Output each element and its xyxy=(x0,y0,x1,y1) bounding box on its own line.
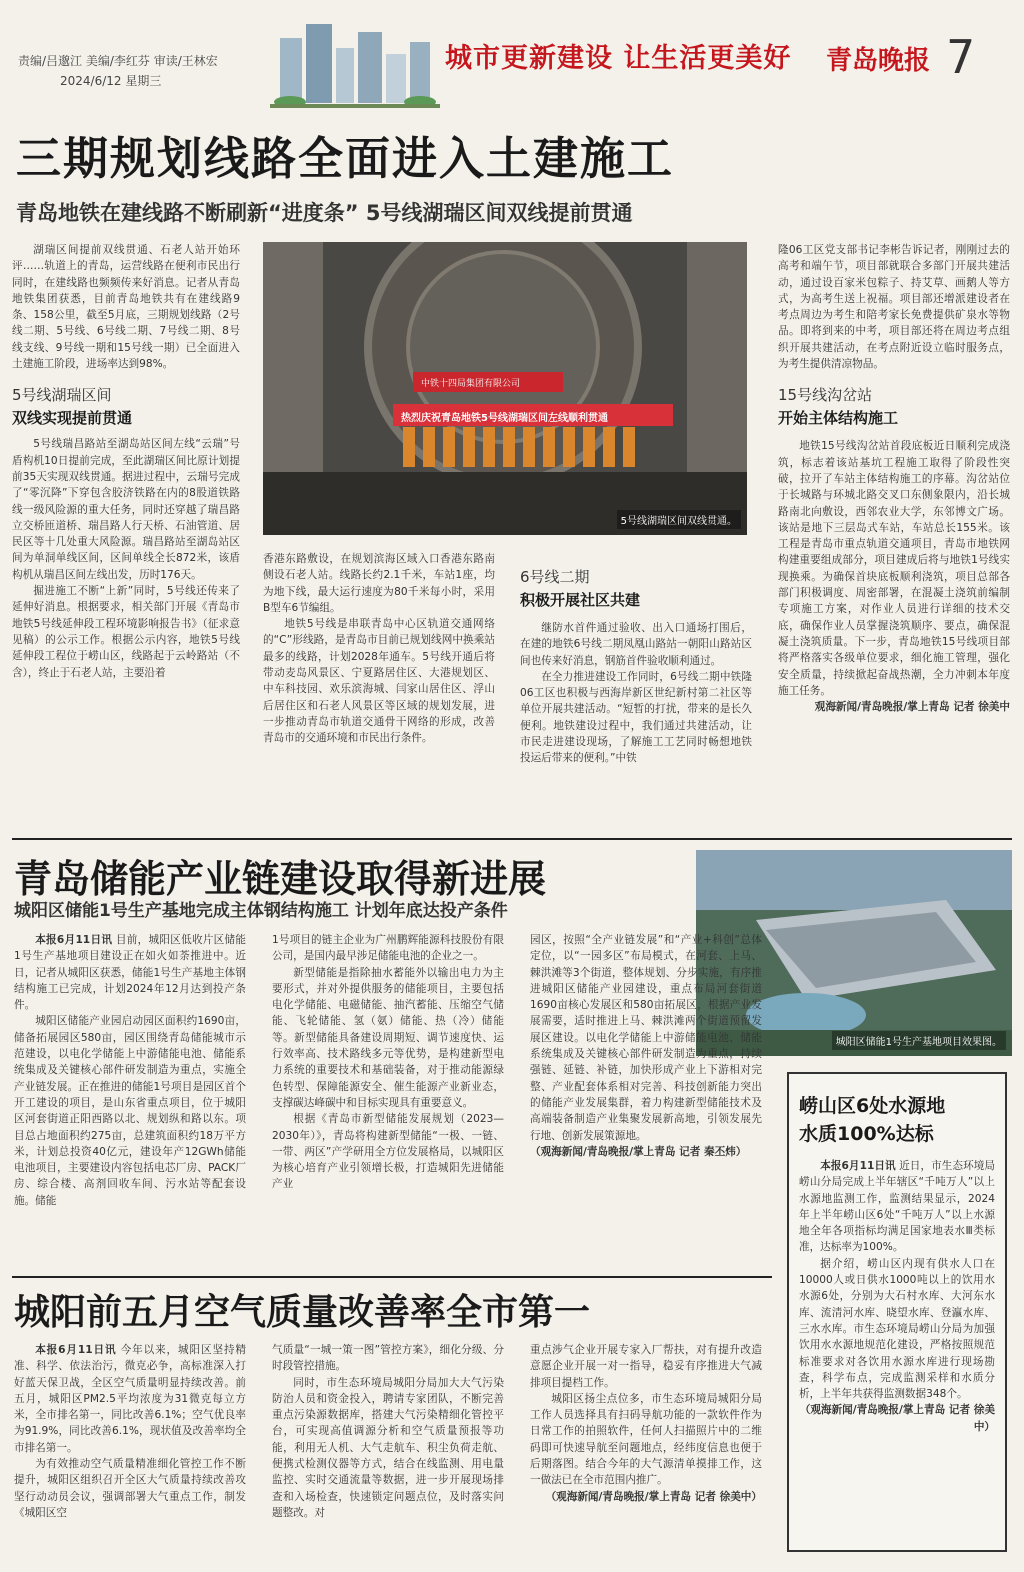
section-heading: 6号线二期 xyxy=(520,568,590,586)
byline-reporter: 记者 徐美中） xyxy=(694,1490,762,1503)
byline xyxy=(799,1402,995,1435)
article4-headline-line1: 崂山区6处水源地 xyxy=(799,1095,946,1117)
section-subheading: 双线实现提前贯通 xyxy=(12,409,133,428)
paragraph: 在全力推进建设工作同时，6号线二期中铁隆06工区也积极与西海岸新区世纪新村第二社区等单位开展共建活动。“短暂的打扰，带来的是长久便利。地铁建设过程中，我们通过共建活动，让市民走进建设现场，了解施工工艺同时畅想地铁投运后带来的便利。”中铁 xyxy=(520,670,752,765)
page-slogan: 城市更新建设 让生活更美好 xyxy=(445,43,792,74)
byline xyxy=(530,1144,762,1160)
article2-col1 xyxy=(14,932,246,1209)
byline xyxy=(778,699,1010,715)
paragraph: 气质量“一城一策一图”管控方案》，细化分级、分时段管控措施。 xyxy=(272,1344,504,1373)
photo-caption: 城阳区储能1号生产基地项目效果图。 xyxy=(832,1031,1006,1050)
paragraph: 目前，城阳区低收片区储能1号生产基地项目建设正在如火如荼推进中。近日，记者从城阳区获悉，储能1号生产基地主体钢结构施工已完成，计划2024年12月达到投产条件。 xyxy=(14,934,247,1012)
paragraph: 新型储能是指除抽水蓄能外以输出电力为主要形式，并对外提供服务的储能项目，主要包括电化学储能、电磁储能、抽汽蓄能、压缩空气储能、飞轮储能、氢（氨）储能、热（冷）储能等。新型储能具备建设周期短、调节速度快、运行效率高、技术路线多元等优势，是构建新型电力系统的重要技术和基础装备，对于推动能源绿色转型、保障能源安全、催生能源产业新业态，支撑碳达峰碳中和目标实现具有重要意义。 xyxy=(272,966,504,1109)
paragraph: 地铁15号线沟岔站首段底板近日顺利完成浇筑，标志着该站基坑工程施工取得了阶段性突破，拉开了车站主体结构施工的序幕。沟岔站位于长城路与环城北路交叉口东侧象限内，沿长城路南北向敷设，西邻农业大学，东邻博文广场。该站是地下三层岛式车站，车站总长155米。该工程是青岛市重点轨道交通项目，青岛市地铁网构建重要组成部分，项目建成后将与地铁1号线实现换乘。为确保首块底板顺利浇筑，项目总部各部门积极调度、周密部署，在混凝土浇筑前编制专项施工方案，对作业人员进行详细的技术交底，确保作业人员掌握浇筑顺序、要点，确保混凝土浇筑质量。下一步，青岛地铁15号线项目部将严格落实各级单位要求，细化施工管理，强化安全质量，持续掀起奋战热潮，全力冲刺本年度施工任务。 xyxy=(778,440,1010,697)
paragraph: 根据《青岛市新型储能发展规划（2023—2030年）》，青岛将构建新型储能“一极、一链、一带、两区”产学研用全方位发展格局，以城阳区为核心培育产业引领增长极，打造城阳先进储能产业 xyxy=(272,1113,504,1191)
byline-source: 青岛晚报/掌上青岛 xyxy=(586,1145,676,1158)
article3-col2 xyxy=(272,1342,504,1521)
paragraph: 地铁5号线是串联青岛中心区轨道交通网络的“C”形线路，是青岛市目前已规划线网中换乘站最多的线路，计划2028年通车。5号线开通后将带动麦岛风景区、宁夏路居住区、大港规划区、中车科技园、欢乐滨海城、闫家山居住区、浮山后居住区和石老人风景区等区域的规划发展，进一步推动青岛市轨道交通骨干网络的形成，改善青岛市的交通环境和市民出行条件。 xyxy=(263,618,495,745)
article1-subheadline: 青岛地铁在建线路不断刷新“进度条” 5号线湖瑞区间双线提前贯通 xyxy=(16,201,633,225)
byline-source: 观海新闻/青岛晚报/掌上青岛 xyxy=(814,701,950,714)
page-number: 7 xyxy=(946,30,976,84)
byline-source: （观海新闻/青岛晚报/ xyxy=(545,1490,649,1503)
issue-date: 2024/6/12 星期三 xyxy=(60,74,162,88)
paragraph: 重点涉气企业开展专家入厂帮扶，对有提升改造意愿企业开展一对一指导，稳妥有序推进大气减排项目提档工作。 xyxy=(530,1344,762,1389)
dateline: 本报6月11日讯 xyxy=(35,1344,117,1356)
paragraph: 5号线瑞昌路站至湖岛站区间左线“云瑞”号盾构机10日提前完成，至此湖瑞区间比原计划提前35天实现双线贯通。据进过程中，云瑞号完成了“零沉降”下穿包含胶济铁路在内的8股道铁路线一级风险源的重大任务，同时还穿越了瑞昌路立交桥匝道桥、瑞昌路人行天桥、石油管道、居民区等十几处重大风险源。瑞昌路站至湖岛站区间为单洞单线区间，区间单线全长872米，该盾构机从瑞昌区间左线出发，历时176天。 xyxy=(12,438,240,581)
section-subheading: 积极开展社区共建 xyxy=(520,591,641,609)
sidebar-box xyxy=(787,1072,1007,1552)
dateline: 本报6月11日讯 xyxy=(820,1160,896,1172)
byline-reporter: 记者 徐美中） xyxy=(948,1404,995,1433)
section-heading: 15号线沟岔站 xyxy=(778,386,873,405)
paragraph: 继防水首件通过验收、出入口通场打围后，在建的地铁6号线二期凤凰山路站一朝阳山路站区间也传来好消息，钢筋首件验收顺利通过。 xyxy=(520,622,752,667)
city-skyline-illustration xyxy=(270,18,440,108)
editor-credits: 责编/吕邈江 美编/李红芬 审读/王林宏 xyxy=(18,54,218,68)
article2-col3 xyxy=(530,932,762,1160)
section-heading: 5号线湖瑞区间 xyxy=(12,386,112,405)
paragraph: 城阳区储能产业园启动园区面积约1690亩，储备拓展园区580亩，园区围绕青岛储能城市示范建设，以电化学储能上中游储能电池、储能系统集成及关键核心部件研发制造为重点，实施全产业链发展。正在推进的储能1号项目是园区首个开工建设的项目，是山东省重点项目，位于城阳区河套街道正阳西路以北、规划纵和路以东。项目总占地面积约275亩，总建筑面积约18万平方米，计划总投资40亿元，建设年产12GWh储能电池项目，主要建设内容包括电芯厂房、PACK厂房、综合楼、高剂回收车间、污水站等配套设施。储能 xyxy=(14,1015,246,1207)
byline-source: （观海新闻/ xyxy=(530,1145,587,1158)
paragraph: 城阳区扬尘点位多，市生态环境局城阳分局工作人员选择具有扫码导航功能的一款软件作为日常工作的拍照软件，任何人扫描照片中的二维码即可快速导航至问题地点，经纬度信息也便于后期落图。结合今年的大气源清单摸排工作，这一做法已在全市范围内推广。 xyxy=(530,1392,762,1487)
paragraph: 据介绍，崂山区内现有供水人口在10000人或日供水1000吨以上的饮用水水源6处，分别为大石村水库、大河东水库、流清河水库、晓望水库、登瀛水库、三水水库。市生态环境局崂山分局为加强饮用水水源地规范化建设，严格按照规范标准要求对各饮用水源水库进行现场勘查，科学布点，完成监测采样和水质分析，上半年共获得监测数据348个。 xyxy=(799,1257,995,1401)
paragraph: 近日，市生态环境局崂山分局完成上半年辖区“千吨万人”以上水源地监测工作，监测结果显示，2024年上半年崂山区6处“千吨万人”以上水源地全年各项指标均满足国家地表水Ⅲ类标准，达标率为100%。 xyxy=(799,1160,995,1254)
photo-banner-celebration: 热烈庆祝青岛地铁5号线湖瑞区间左线顺利贯通 xyxy=(401,413,608,424)
article1-col4 xyxy=(778,242,1010,715)
byline-source: 掌上青岛 xyxy=(902,1404,946,1417)
paragraph: 隆06工区党支部书记李彬告诉记者，刚刚过去的高考和端午节，项目部就联合多部门开展共建活动，通过设百家米包粽子、持艾草、画鹅人等方式，为高考生送上祝福。项目部还增派建设者在考点周边为考生和陪考家长免费提供矿泉水等物品。即将到来的中考，项目部还将在周边考点组织开展共建活动，在考点附近设立临时服务点，为考生提供清凉物品。 xyxy=(778,244,1010,371)
byline-source: 掌上青岛 xyxy=(648,1490,692,1503)
paragraph: 同时，市生态环境局城阳分局加大大气污染防治人员和资金投入，聘请专家团队，不断完善重点污染源数据库，搭建大气污染精细化管控平台，可实现高值调源分析和空气质量预报等功能，利用无人机、大气走航车、积尘负荷走航、便携式检测仪器等方式，结合在线监测、用电量监控、实时交通流量等数据，进一步开展现场排查和入场检查，快速锁定问题点位，及时落实问题整改。对 xyxy=(272,1376,504,1519)
section-divider xyxy=(12,1276,772,1278)
byline-reporter: 记者 秦丕炜） xyxy=(679,1145,747,1158)
article3-col1 xyxy=(14,1342,246,1521)
section-divider xyxy=(12,838,1012,840)
paragraph: 为有效推动空气质量精准细化管控工作不断提升，城阳区组织召开全区大气质量持续改善攻坚行动动员会议，强调部署大气重点工作，制发《城阳区空 xyxy=(14,1458,246,1519)
article3-headline: 城阳前五月空气质量改善率全市第一 xyxy=(14,1292,591,1333)
paragraph: 今年以来，城阳区坚持精准、科学、依法治污，微克必争，高标准深入打好蓝天保卫战，全区空气质量明显持续改善。前五月，城阳区PM2.5平均浓度为31微克每立方米，全市排名第一，同比改善6.1%；空气优良率为91.9%，同比改善6.1%，现状值及改善率均全市排名第一。 xyxy=(14,1344,246,1454)
article1-col3 xyxy=(520,566,752,767)
article1-intro: 湖瑞区间提前双线贯通、石老人站开始环评……轨道上的青岛，运营线路在便利市民出行同时，在建线路也频频传来好消息。记者从青岛地铁集团获悉，目前青岛地铁共有在建线路9条、158公里，截至5月底，三期规划线路（2号线二期、5号线、6号线二期、7号线二期、8号线支线、9号线一期和15号线一期）已全面进入土建施工阶段，进场率达到98%。 xyxy=(12,244,240,371)
article1-col1 xyxy=(12,242,240,681)
article2-subheadline: 城阳区储能1号生产基地完成主体钢结构施工 计划年底达投产条件 xyxy=(14,901,508,921)
paragraph: 掘进施工不断“上新”同时，5号线还传来了延伸好消息。根据要求，相关部门开展《青岛市地铁5号线延伸段工程环境影响报告书》（征求意见稿）的公示工作。根据公示内容，地铁5号线延伸段工程位于崂山区，线路起于云岭路站（不含），终止于石老人站，主要沿着 xyxy=(12,585,240,679)
byline xyxy=(530,1489,762,1505)
article2-col2 xyxy=(272,932,504,1193)
section-subheading: 开始主体结构施工 xyxy=(778,409,899,428)
newspaper-logo: 青岛晚报 xyxy=(826,46,931,76)
article1-headline: 三期规划线路全面进入土建施工 xyxy=(16,132,675,185)
article2-headline: 青岛储能产业链建设取得新进展 xyxy=(14,857,547,901)
dateline: 本报6月11日讯 xyxy=(35,934,113,946)
paragraph: 1号项目的链主企业为广州鹏辉能源科技股份有限公司，是国内最早涉足储能电池的企业之一。 xyxy=(272,934,504,963)
photo-banner-company: 中铁十四局集团有限公司 xyxy=(421,379,521,389)
paragraph: 香港东路敷设，在规划滨海区域入口香港东路南侧设石老人站。线路长约2.1千米，车站1座，均为地下线，最大运行速度为80千米每小时，采用B型车6节编组。 xyxy=(263,553,495,614)
article4-headline-line2: 水质100%达标 xyxy=(799,1123,934,1145)
tunnel-breakthrough-photo xyxy=(263,242,747,535)
article1-col2 xyxy=(263,551,495,747)
article3-col3 xyxy=(530,1342,762,1505)
byline-source: （观海新闻/青岛晚报/ xyxy=(799,1404,903,1417)
photo-caption: 5号线湖瑞区间双线贯通。 xyxy=(617,510,741,529)
paragraph: 园区，按照“全产业链发展”和“产业+科创”总体定位，以“一园多区”布局模式，在河套、上马、棘洪滩等3个街道，整体规划、分步实施，有序推进城阳区储能产业园建设，重点布局河套街道1690亩核心发展区和580亩拓展区，根据产业发展需要，适时推进上马、棘洪滩两个街道预留发展区建设。以电化学储能上中游储能电池、储能系统集成及关键核心部件研发制造为重点，持续强链、延链、补链，加快形成产业上下游相对完整、产业配套体系相对完善、科技创新能力突出的储能产业发展集群，着力构建新型储能技术及高端装备制造产业集聚发展新高地，引领发展先行地、创新发展策源地。 xyxy=(530,934,762,1142)
byline-reporter: 记者 徐美中 xyxy=(953,701,1010,714)
